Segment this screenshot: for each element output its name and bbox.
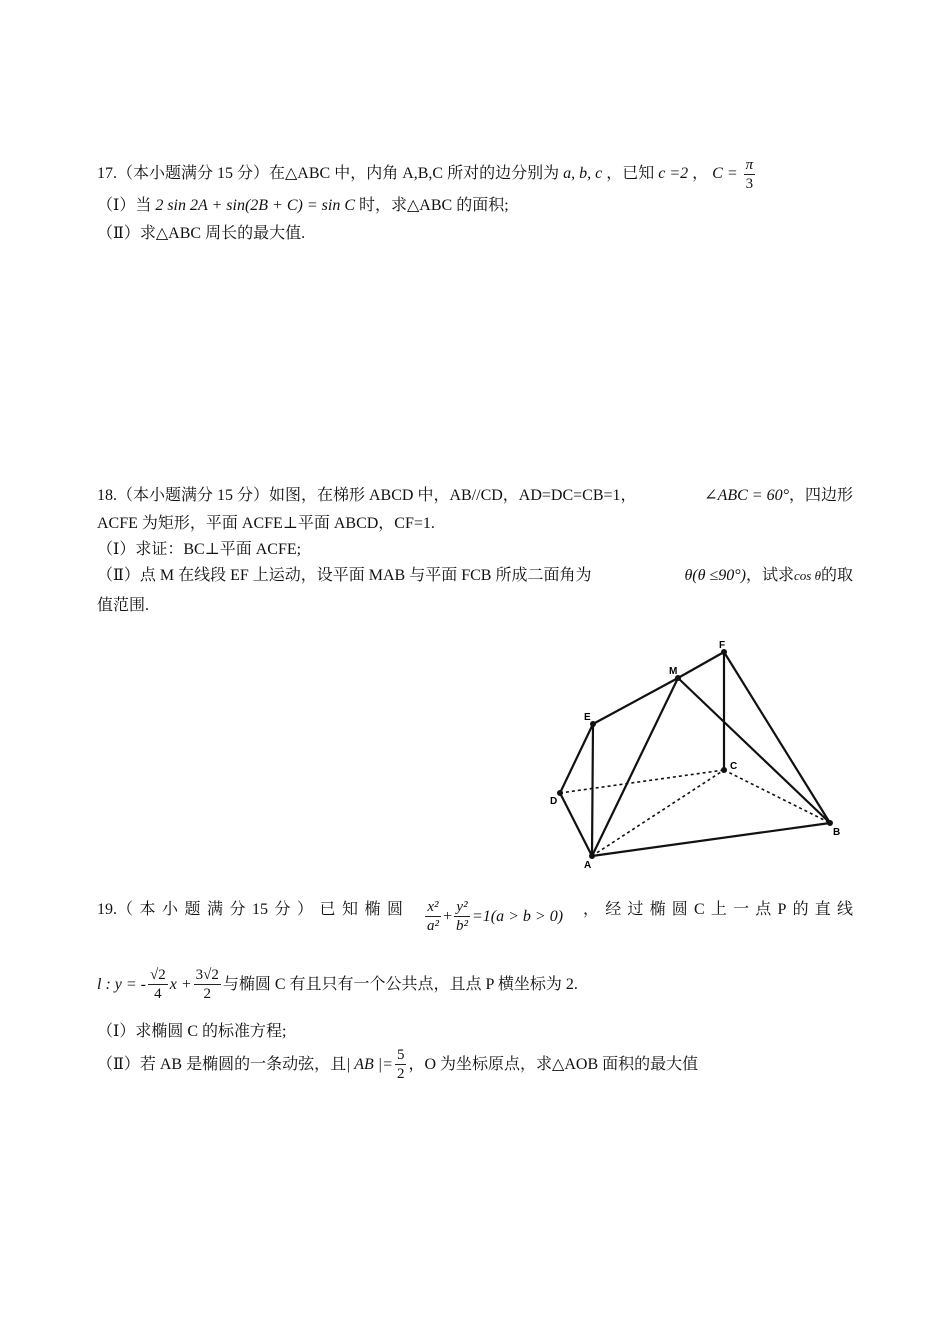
edge-AD xyxy=(560,793,592,856)
q19-word: 上 xyxy=(710,901,727,918)
q17-intro: 17.（本小题满分 15 分）在△ABC 中，内角 A,B,C 所对的边分别为 xyxy=(97,165,560,183)
q19-den4: 4 xyxy=(154,986,162,1002)
q18-line1 xyxy=(97,486,853,506)
q17-p1-formula: 2 sin 2A + sin(2B + C) = sin C xyxy=(155,197,355,214)
q19-word: 线 xyxy=(836,901,853,918)
q19-word: 圆 xyxy=(671,901,688,918)
q19-word: 知 xyxy=(341,901,358,918)
q18-line2: ACFE 为矩形，平面 ACFE⊥平面 ABCD，CF=1. xyxy=(97,515,435,532)
q19-x-den: a² xyxy=(426,918,439,934)
q19-y-fraction xyxy=(454,898,470,935)
q19-sqrt2: √2 xyxy=(150,967,166,983)
q19-x-num: x² xyxy=(427,899,439,915)
q19-word: 满 xyxy=(207,901,224,918)
q19-x-plus: x + xyxy=(169,975,192,993)
q19-y-num: y² xyxy=(456,899,468,915)
q17-p1-text: 时，求△ABC 的面积; xyxy=(359,197,509,214)
q18-after-angle: ，四边形 xyxy=(788,487,853,504)
q19-word: ） xyxy=(296,901,313,918)
q19-rhs: =1(a > b > 0) xyxy=(471,907,564,925)
q19-line1 xyxy=(97,900,853,935)
q17-known: ，已知 xyxy=(606,165,655,183)
q19-ab-num: 5 xyxy=(396,1047,405,1063)
q17-sides: a, b, c xyxy=(563,165,603,183)
q18-p2-a: （Ⅱ）点 M 在线段 EF 上运动，设平面 MAB 与平面 FCB 所成二面角为 xyxy=(97,567,592,584)
q19-line2 xyxy=(97,966,578,1003)
q19-word: 分 xyxy=(274,901,291,918)
q19-word: P xyxy=(777,901,787,918)
q17-line1 xyxy=(97,156,757,193)
edge-MA xyxy=(592,678,678,856)
q19-den2: 2 xyxy=(203,986,211,1002)
q19-word: 椭 xyxy=(649,901,666,918)
q19-line-l: l : y = - xyxy=(97,975,146,993)
q17-sep: ， xyxy=(692,165,709,183)
q19-ab-abs: | AB |= xyxy=(346,1055,393,1073)
q19-plus: + xyxy=(442,907,452,925)
q19-word: 分 xyxy=(229,901,246,918)
q18-cos: cos θ xyxy=(794,568,821,583)
q17-C-lhs: C = xyxy=(712,165,738,183)
q19-ab-fraction xyxy=(395,1046,407,1083)
q19-word: ， xyxy=(582,901,599,918)
q19-ab-den: 2 xyxy=(396,1066,405,1082)
q17-C-fraction xyxy=(744,156,756,193)
q18-geometry-figure xyxy=(540,630,850,871)
q19-word: 本 xyxy=(139,901,156,918)
q19-ellipse-equation xyxy=(423,898,563,935)
q18-part2-line2: 值范围. xyxy=(97,597,150,614)
q19-intercept-fraction xyxy=(194,966,221,1003)
q18-p2-b: ，试求 xyxy=(746,567,795,584)
q19-intro-tail xyxy=(583,900,853,920)
q18-intro: 18.（本小题满分 15 分）如图，在梯形 ABCD 中，AB//CD，AD=DC=CB=1， xyxy=(97,487,637,504)
label-M: M xyxy=(669,666,678,677)
label-C: C xyxy=(730,761,738,772)
q19-word: 经 xyxy=(605,901,622,918)
edge-EA xyxy=(592,724,593,856)
q19-word: 的 xyxy=(792,901,809,918)
label-A: A xyxy=(584,860,592,871)
q18-angle: ∠ABC = 60° xyxy=(704,487,789,504)
label-D: D xyxy=(550,796,558,807)
edge-EM xyxy=(593,678,678,724)
q19-word: 圆 xyxy=(386,901,403,918)
q18-part1: （Ⅰ）求证：BC⊥平面 ACFE; xyxy=(97,541,302,558)
edge-EB xyxy=(593,724,830,823)
q19-word: 一 xyxy=(733,901,750,918)
q19-part1: （Ⅰ）求椭圆 C 的标准方程; xyxy=(97,1023,287,1040)
q17-part2: （Ⅱ）求△ABC 周长的最大值. xyxy=(97,225,306,242)
q17-p1-label: （Ⅰ）当 xyxy=(97,197,152,214)
label-B: B xyxy=(833,827,841,838)
q19-three-sqrt2: 3√2 xyxy=(195,967,219,983)
q19-word: 小 xyxy=(162,901,179,918)
edge-AB xyxy=(592,823,830,856)
q18-part2 xyxy=(97,566,853,586)
q19-word: 椭 xyxy=(364,901,381,918)
edge-MF xyxy=(678,652,724,678)
q19-intro xyxy=(97,900,403,920)
q19-word: 已 xyxy=(319,901,336,918)
q19-word: 15 xyxy=(252,901,268,918)
q19-word: 19.（ xyxy=(97,901,134,918)
q17-C-den: 3 xyxy=(745,176,754,192)
q17-C-num: π xyxy=(745,157,754,173)
q19-line2-text: 与椭圆 C 有且只有一个公共点，且点 P 横坐标为 2. xyxy=(222,975,578,993)
q19-word: 过 xyxy=(627,901,644,918)
q19-y-den: b² xyxy=(455,918,468,934)
q17-part1 xyxy=(97,196,509,216)
q19-word: 直 xyxy=(814,901,831,918)
edge-DC xyxy=(560,770,724,793)
label-F: F xyxy=(719,640,726,651)
q19-word: 点 xyxy=(755,901,772,918)
q19-part2 xyxy=(97,1046,698,1083)
q19-x-fraction xyxy=(425,898,441,935)
q18-theta: θ(θ ≤90°) xyxy=(684,567,746,584)
edge-DE xyxy=(560,724,593,793)
q19-p2-a: （Ⅱ）若 AB 是椭圆的一条动弦，且 xyxy=(97,1055,347,1073)
label-E: E xyxy=(584,712,591,723)
q19-word: 题 xyxy=(184,901,201,918)
q19-word: C xyxy=(694,901,705,918)
q19-slope-fraction xyxy=(148,966,168,1003)
q19-p2-b: ，O 为坐标原点，求△AOB 面积的最大值 xyxy=(408,1055,699,1073)
q18-p2-c: 的取 xyxy=(820,567,853,584)
q17-c-value: c =2 xyxy=(658,165,689,183)
